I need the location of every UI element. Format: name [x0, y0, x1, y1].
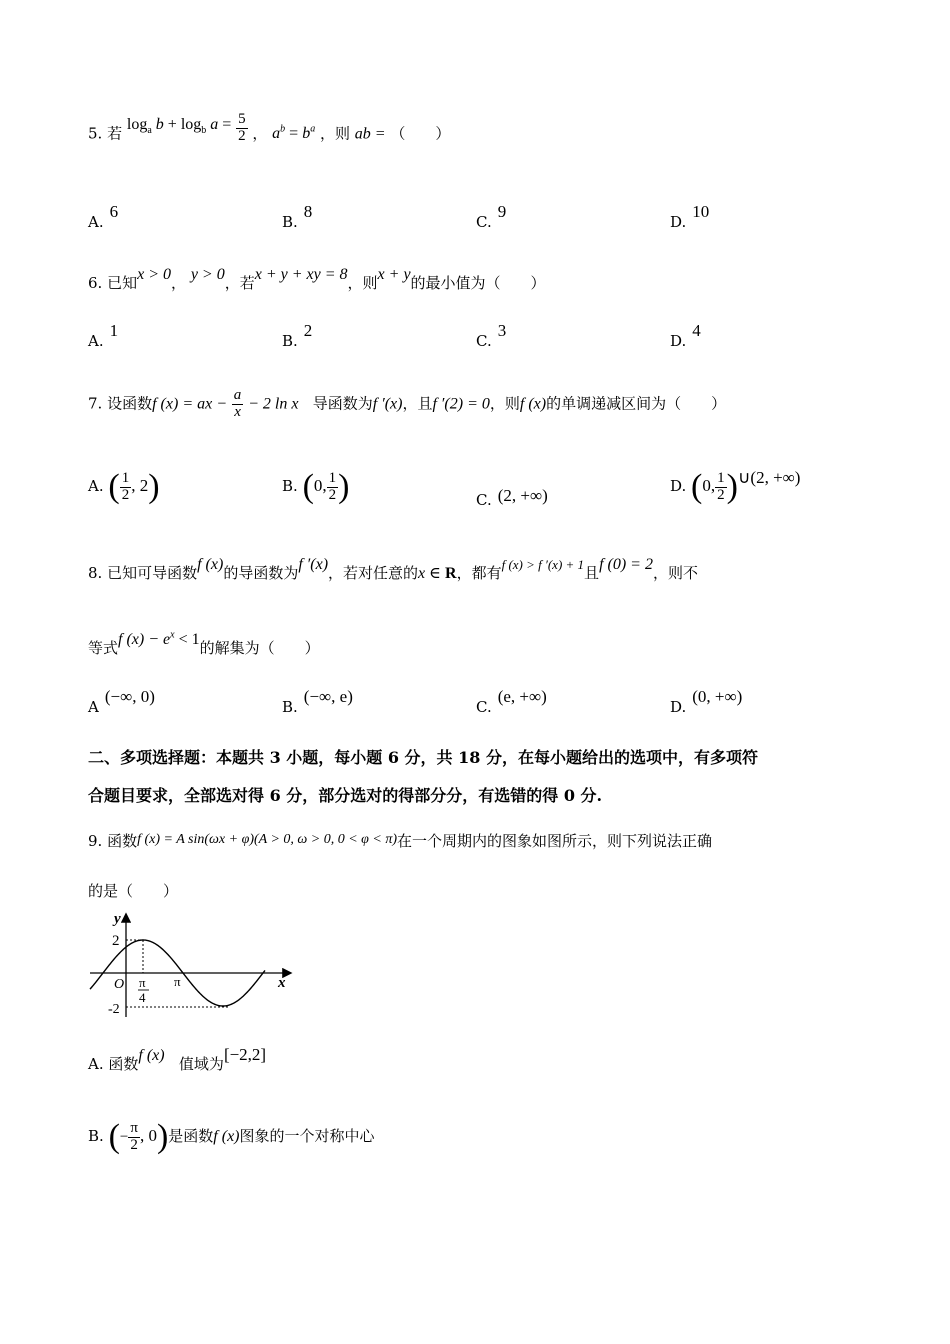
q5-answer-paren: （ ） — [390, 124, 451, 143]
q9-option-b[interactable]: B. (− $\frac{\pi}{2}$ , 0)是函数f (x)图象的一个对称中心 — [88, 1118, 375, 1155]
q7-number: 7. — [88, 394, 103, 413]
q7-function-right: − 2 ln x — [248, 395, 299, 413]
q8-mid4: 且 — [584, 564, 600, 582]
q6-sep1: ， — [171, 274, 187, 292]
q7-derivative: f ′(x) — [372, 395, 403, 413]
q8-mid3: ，都有 — [456, 564, 502, 582]
q9-post: 在一个周期内的图象如图所示，则下列说法正确 — [397, 832, 713, 850]
origin-label: O — [114, 977, 125, 992]
x-tick-pi4-numerator: π — [139, 975, 146, 990]
q8-number: 8. — [88, 564, 103, 582]
q7-derivative-condition: f ′(2) = 0 — [432, 395, 490, 413]
q5-power-equation: $a^b = b^a$ — [272, 123, 316, 143]
q7-option-c[interactable]: C. (2, +∞) — [476, 486, 548, 509]
q5-ab: ab = — [354, 125, 386, 143]
q8-mid1: 的导函数为 — [223, 564, 299, 582]
q8-prefix: 已知可导函数 — [107, 564, 198, 582]
q9-number: 9. — [88, 832, 103, 850]
y-axis-label: y — [114, 911, 121, 927]
q8-derivative: f ′(x) — [298, 556, 329, 573]
q5-number: 5. — [88, 124, 103, 143]
q7-fx: f (x) — [519, 395, 547, 413]
q5-comma: ， — [252, 124, 268, 143]
q8-inequality-2: f $(x) - e^x < 1$ — [118, 629, 200, 648]
y-tick-min: -2 — [108, 1002, 120, 1017]
q9-expression: f (x) = A sin(ωx + φ)(A > 0, ω > 0, 0 < φ < π) — [137, 832, 398, 847]
q6-target: x + y — [377, 266, 411, 283]
question-6 — [88, 266, 860, 293]
q6-prefix: 已知 — [107, 274, 138, 292]
q7-option-d[interactable]: D. (0, $\frac{1}{2}$ )∪(2, +∞) — [670, 468, 801, 505]
question-8-line-2 — [88, 629, 860, 658]
q5-option-b[interactable]: B.8 — [282, 202, 313, 231]
q7-option-a[interactable]: A. ( $\frac{1}{2}$ , 2) — [88, 468, 160, 505]
q5-fraction: $\frac{5}{2}$ — [238, 111, 246, 144]
question-8-line-1 — [88, 556, 860, 583]
question-7 — [88, 388, 860, 421]
q8-option-d[interactable]: D.(0, +∞) — [670, 687, 743, 716]
q6-condition-sum: x + y + xy = 8 — [254, 266, 348, 283]
q9-option-a[interactable]: A. 函数f (x) 值域为[−2,2] — [88, 1045, 267, 1073]
q7-prefix: 设函数 — [107, 394, 153, 413]
q6-condition-y: y > 0 — [190, 266, 225, 283]
q5-option-a[interactable]: A.6 — [88, 202, 119, 231]
q8-option-c[interactable]: C.(e, +∞) — [476, 687, 547, 716]
q8-option-a[interactable]: A(−∞, 0) — [88, 687, 155, 716]
q6-sep2: ，若 — [224, 274, 255, 292]
q9-sine-graph — [88, 905, 303, 1020]
q8-initial-value: f (0) = 2 — [599, 556, 653, 573]
q5-log-expression: $\log_a b + \log_b a$ = — [126, 116, 232, 137]
q6-number: 6. — [88, 274, 103, 292]
q8-mid5: ，则不 — [652, 564, 698, 582]
x-axis-label: x — [278, 975, 286, 991]
q7-mid: 导函数为 — [312, 394, 373, 413]
q6-option-c[interactable]: C.3 — [476, 321, 507, 350]
q8-line2-post: 的解集为（ ） — [199, 639, 320, 657]
q9-prefix: 函数 — [107, 832, 138, 850]
q6-option-b[interactable]: B.2 — [282, 321, 313, 350]
section-2-heading-line-1: 二、多项选择题：本题共 3 小题，每小题 6 分，共 18 分，在每小题给出的选项中，有多项符 — [88, 748, 758, 767]
q7-option-b[interactable]: B. (0, $\frac{1}{2}$ ) — [282, 468, 350, 505]
question-5 — [88, 111, 860, 151]
x-tick-pi: π — [174, 974, 181, 989]
section-2-heading-line-2: 合题目要求，全部选对得 6 分，部分选对的得部分分，有选错的得 0 分. — [88, 786, 603, 805]
q6-sep3: ，则 — [347, 274, 378, 292]
q6-post: 的最小值为（ ） — [410, 274, 546, 292]
q7-and: ，且 — [402, 394, 433, 413]
q6-condition-x: x > 0 — [137, 266, 172, 283]
x-tick-pi4-denominator: 4 — [139, 990, 146, 1005]
q7-then: ，则 — [489, 394, 520, 413]
q8-inequality: f (x) > f ′(x) + 1 — [501, 557, 585, 572]
q8-condition: x ∈ R — [418, 565, 457, 582]
question-9-line-1 — [88, 830, 860, 851]
q8-mid2: ，若对任意的 — [328, 564, 419, 582]
q5-then: ，则 — [319, 124, 350, 143]
q7-fraction: $\frac{a}{x}$ — [233, 387, 242, 420]
y-tick-max: 2 — [112, 933, 120, 949]
question-9-line-2: 的是（ ） — [88, 882, 179, 900]
q6-option-d[interactable]: D.4 — [670, 321, 701, 350]
q7-function-left: f (x) = ax − — [152, 395, 228, 413]
q6-option-a[interactable]: A.1 — [88, 321, 119, 350]
q8-fx: f (x) — [197, 556, 224, 573]
q5-option-c[interactable]: C.9 — [476, 202, 507, 231]
q5-option-d[interactable]: D.10 — [670, 202, 710, 231]
q8-option-b[interactable]: B.(−∞, e) — [282, 687, 353, 716]
q7-post: 的单调递减区间为（ ） — [546, 394, 727, 413]
q5-prefix: 若 — [107, 124, 123, 143]
q8-line2-prefix: 等式 — [88, 639, 119, 657]
